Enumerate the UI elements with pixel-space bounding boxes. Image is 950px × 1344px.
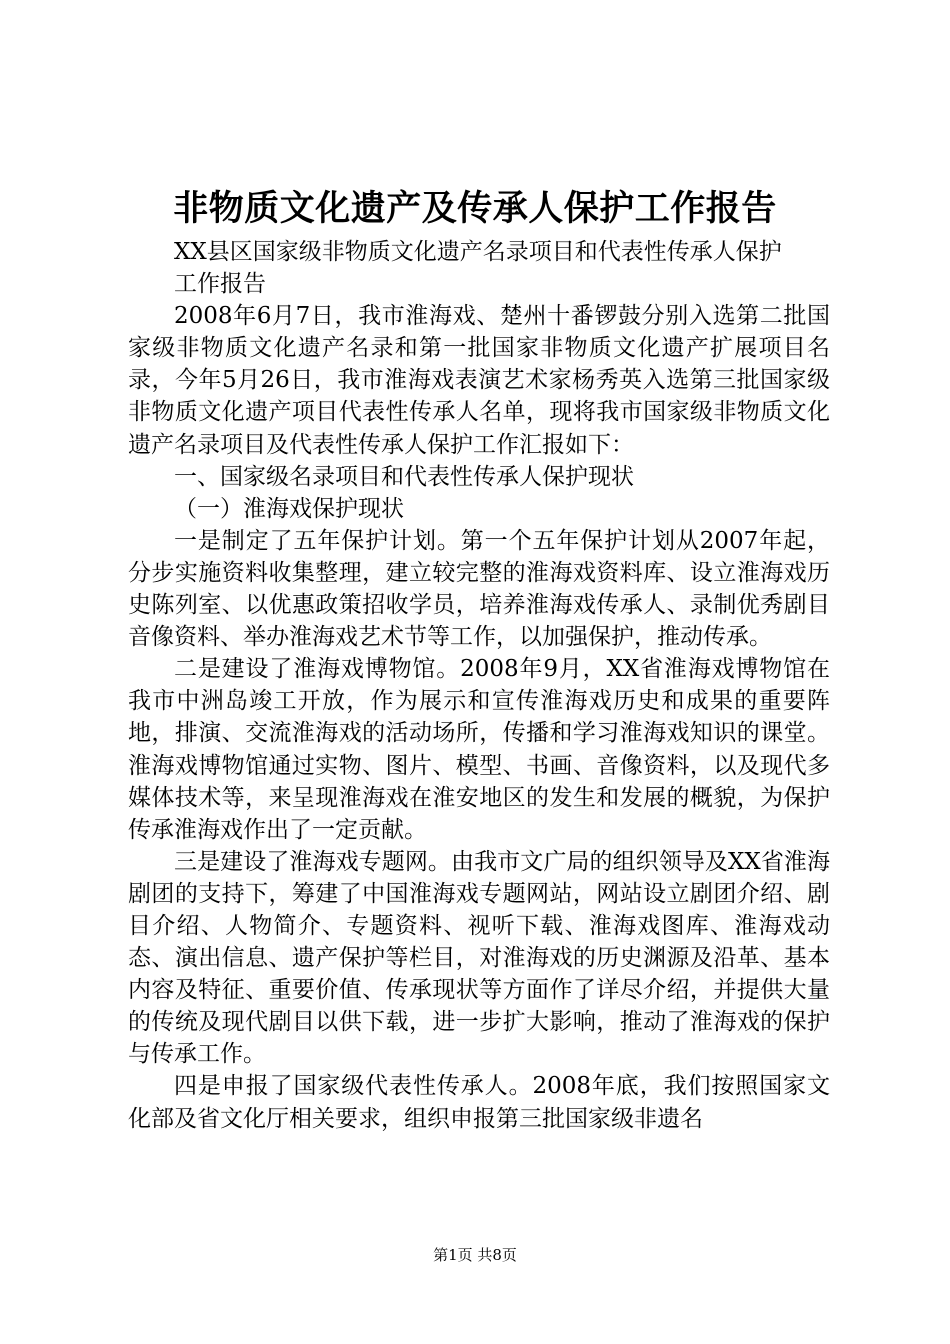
paragraph-item-1: 一是制定了五年保护计划。第一个五年保护计划从2007年起，分步实施资料收集整理，建立较完整的淮海戏资料库、设立淮海戏历史陈列室、以优惠政策招收学员，培养淮海戏传承人、录制优秀剧目音像资料、举办淮海戏艺术节等工作，以加强保护，推动传承。 [128,527,830,651]
paragraph-subtitle-line-1: XX县区国家级非物质文化遗产名录项目和代表性传承人保护 [174,239,782,265]
paragraph-item-3: 三是建设了淮海戏专题网。由我市文广局的组织领导及XX省淮海剧团的支持下，筹建了中国淮海戏专题网站，网站设立剧团介绍、剧目介绍、人物简介、专题资料、视听下载、淮海戏图库、淮海戏动态、演出信息、遗产保护等栏目，对淮海戏的历史渊源及沿革、基本内容及特征、重要价值、传承现状等方面作了详尽介绍，并提供大量的传统及现代剧目以供下载，进一步扩大影响，推动了淮海戏的保护与传承工作。 [128,848,830,1068]
document-body [128,236,830,1135]
paragraph-intro: 2008年6月7日，我市淮海戏、楚州十番锣鼓分别入选第二批国家级非物质文化遗产名录和第一批国家非物质文化遗产扩展项目名录，今年5月26日，我市淮海戏表演艺术家杨秀英入选第三批国家级非物质文化遗产项目代表性传承人名单，现将我市国家级非物质文化遗产名录项目及代表性传承人保护工作汇报如下： [128,303,830,458]
paragraph-subtitle-line-2: 工作报告 [174,271,266,298]
paragraph-item-4: 四是申报了国家级代表性传承人。2008年底，我们按照国家文化部及省文化厅相关要求，组织申报第三批国家级非遗名 [128,1073,830,1132]
section-heading: 一、国家级名录项目和代表性传承人保护现状 [174,463,634,490]
page-footer: 第1页 共8页 [433,1246,517,1264]
paragraph-item-2: 二是建设了淮海戏博物馆。2008年9月，XX省淮海戏博物馆在我市中洲岛竣工开放，作为展示和宣传淮海戏历史和成果的重要阵地，排演、交流淮海戏的活动场所，传播和学习淮海戏知识的课堂。淮海戏博物馆通过实物、图片、模型、书画、音像资料，以及现代多媒体技术等，来呈现淮海戏在淮安地区的发生和发展的概貌，为保护传承淮海戏作出了一定贡献。 [128,656,830,843]
document-title: 非物质文化遗产及传承人保护工作报告 [173,189,777,229]
subsection-heading: （一）淮海戏保护现状 [174,495,404,522]
